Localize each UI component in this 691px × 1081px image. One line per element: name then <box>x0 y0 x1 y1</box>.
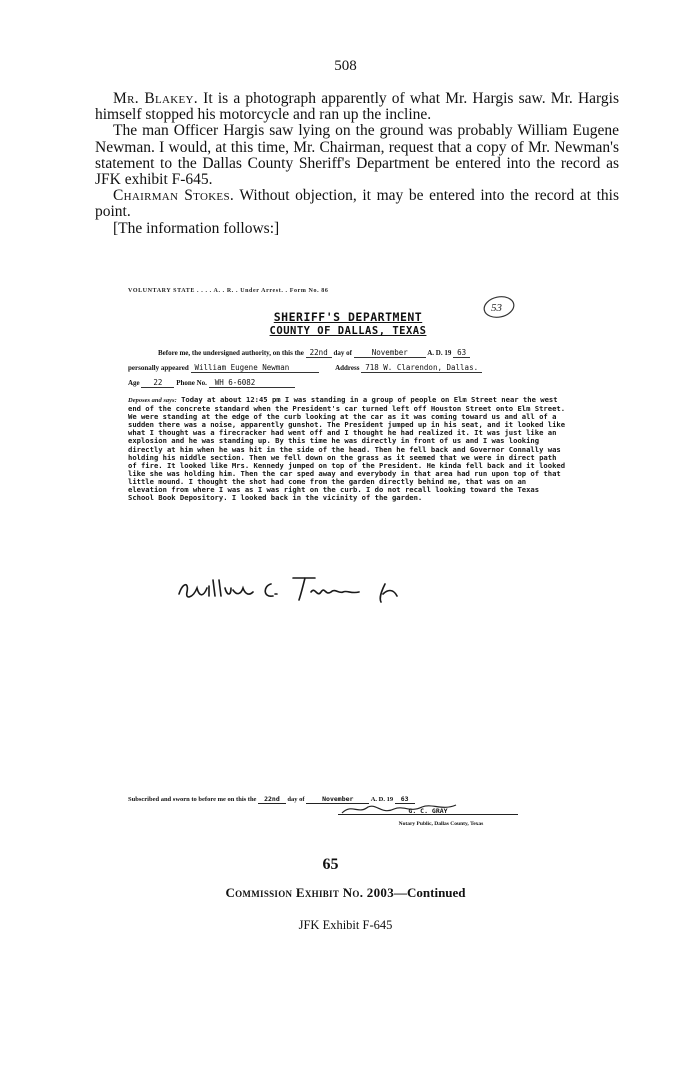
age-label: Age <box>128 379 140 387</box>
declarant-name: William Eugene Newman <box>191 363 320 373</box>
notary-day: 22nd <box>258 795 286 804</box>
age-phone-line <box>128 378 568 390</box>
year-label: A. D. 19 <box>427 349 452 357</box>
form-header: VOLUNTARY STATE . . . . A. . R. . Under Arrest. . Form No. 86 <box>128 288 329 294</box>
subscribed-label: Subscribed and sworn to before me on this the <box>128 796 257 803</box>
before-me-line <box>128 348 568 360</box>
statement-body <box>128 396 568 502</box>
speaker-label: Mr. Blakey. <box>113 90 198 107</box>
svg-text:William E. Newman Jr: William E. Newman Jr <box>175 606 185 607</box>
department-name: SHERIFF'S DEPARTMENT <box>273 310 423 324</box>
paragraph-text: The man Officer Hargis saw lying on the ground was probably William Eugene Newman. I would, at this time, Mr. Chairman, request that a copy of Mr. Newman's statement to the Dallas County Sheriff's Department be entered into the record as JFK exhibit F-645. <box>95 122 619 189</box>
phone-value: WH 6-6082 <box>209 378 296 388</box>
appeared-label: personally appeared <box>128 364 189 372</box>
paragraph-text: [The information follows:] <box>113 219 280 237</box>
sheriff-statement-form <box>128 288 568 502</box>
page-number: 508 <box>334 58 357 74</box>
notary-title: Notary Public, Dallas County, Texas <box>398 821 484 827</box>
notary-name: G. C. GRAY <box>408 807 448 815</box>
exhibit-page-number: 65 <box>322 856 339 873</box>
handwritten-signature <box>175 572 415 608</box>
age-value: 22 <box>141 378 174 388</box>
year-value: 63 <box>453 348 470 358</box>
phone-label: Phone No. <box>176 379 207 387</box>
appeared-line <box>128 363 568 375</box>
deposes-label: Deposes and says: <box>128 397 177 404</box>
notary-day-of: day of <box>287 796 305 803</box>
testimony-text <box>95 91 619 237</box>
address-value: 718 W. Clarendon, Dallas. <box>361 363 482 373</box>
notary-year-label: A. D. 19 <box>370 796 394 803</box>
county-name: COUNTY OF DALLAS, TEXAS <box>269 325 427 337</box>
paragraph-text: It is a photograph apparently of what Mr. Hargis saw. Mr. Hargis himself stopped his motorcycle and ran up the incline. <box>95 90 619 124</box>
month-value: November <box>354 348 426 358</box>
speaker-label: Chairman Stokes. <box>113 187 235 205</box>
exhibit-footer: JFK Exhibit F-645 <box>298 918 393 932</box>
before-me-label: Before me, the undersigned authority, on this the <box>158 349 304 357</box>
paragraph-text: Without objection, it may be entered into the record at this point. <box>95 187 620 221</box>
paragraph <box>95 221 619 237</box>
notary-block <box>128 795 568 827</box>
paragraph <box>95 188 619 220</box>
caption-suffix: —Continued <box>394 885 466 900</box>
notary-month: November <box>306 795 369 804</box>
paragraph <box>95 123 619 188</box>
day-value: 22nd <box>306 348 332 358</box>
caption-label: Commission Exhibit No. 2003 <box>225 885 395 900</box>
paragraph <box>95 91 619 123</box>
notary-year: 63 <box>395 795 415 804</box>
annotation-text: 53 <box>491 302 502 314</box>
statement-text: Today at about 12:45 pm I was standing in a group of people on Elm Street near the west end of the concrete standard when the President's car turned left off Houston Street onto Elm Street. We were standing at the edge of the curb looking at the car as it was coming toward us and all of a sudden there was a noise, apparently gunshot. The President jumped up in his seat, and it looked like what I thought was a firecracker had went off and I thought he had realized it. It was just like an explosion and he was standing up. By this time he was directly in front of us and I was looking directly at him when he was hit in the side of the head. Then he fell back and Governor Connally was holding his middle section. Then we fell down on the grass as it seemed that we were in direct path of fire. It looked like Mrs. Kennedy jumped on top of the President. He kinda fell back and it looked like she was holding him. Then the car sped away and everybody in that area had run upon top of that little mound. I thought the shot had come from the garden directly behind me, that was on an elevation from where I was as I was right on the curb. I do not recall looking toward the Texas School Book Depository. I looked back in the vicinity of the garden. <box>128 395 566 503</box>
commission-exhibit-caption <box>0 885 691 901</box>
day-of-label: day of <box>333 349 352 357</box>
address-label: Address <box>335 364 360 372</box>
handwritten-annotation <box>482 294 516 320</box>
